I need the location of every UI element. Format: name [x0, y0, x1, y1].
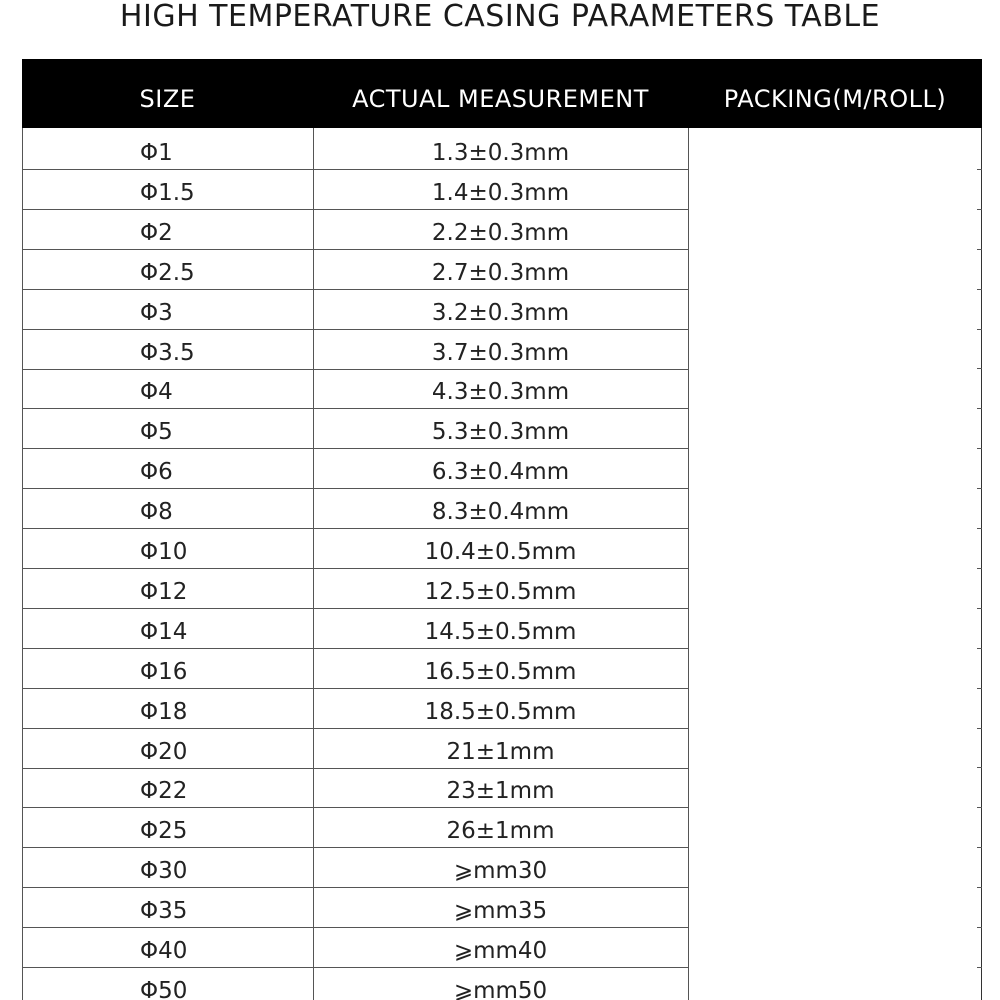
table-header	[22, 59, 982, 128]
size-cell: Φ18	[140, 698, 188, 725]
measurement-cell: ⩾mm35	[453, 898, 548, 925]
table-row	[22, 170, 688, 210]
measurement-cell: 10.4±0.5mm	[424, 539, 577, 565]
size-cell: Φ30	[140, 858, 188, 885]
packing-column-tick	[977, 249, 982, 250]
packing-column-tick	[977, 887, 982, 888]
page-title: HIGH TEMPERATURE CASING PARAMETERS TABLE	[119, 0, 881, 34]
table-row	[22, 369, 688, 409]
measurement-cell: ⩾mm40	[453, 938, 548, 964]
packing-column-tick	[977, 448, 982, 449]
packing-column-tick	[977, 688, 982, 689]
measurement-cell: 14.5±0.5mm	[424, 618, 577, 645]
measurement-cell: 5.3±0.3mm	[431, 419, 570, 446]
size-cell: Φ25	[140, 818, 188, 845]
header-measurement: ACTUAL MEASUREMENT	[352, 85, 649, 113]
packing-column-tick	[977, 807, 982, 808]
packing-column-tick	[977, 289, 982, 290]
packing-column-tick	[977, 408, 982, 409]
size-cell: Φ50	[140, 977, 188, 1000]
header-packing: PACKING(M/ROLL)	[723, 85, 947, 113]
measurement-cell: 26±1mm	[446, 818, 555, 845]
table-row	[22, 888, 688, 928]
packing-column-tick	[977, 967, 982, 968]
packing-column-tick	[977, 927, 982, 928]
table-row	[22, 848, 688, 888]
size-cell: Φ40	[140, 938, 188, 964]
size-cell: Φ1	[140, 140, 173, 166]
table-body	[22, 128, 982, 1000]
table-row	[22, 609, 688, 649]
packing-column-tick	[977, 728, 982, 729]
size-cell: Φ12	[140, 578, 188, 605]
packing-column-tick	[977, 169, 982, 170]
measurement-cell: 3.7±0.3mm	[431, 339, 570, 366]
table-row	[22, 409, 688, 449]
size-cell: Φ14	[140, 618, 188, 645]
measurement-cell: 6.3±0.4mm	[431, 459, 570, 486]
measurement-cell: 2.7±0.3mm	[431, 259, 570, 286]
measurement-cell: 23±1mm	[446, 778, 555, 805]
packing-column-tick	[977, 488, 982, 489]
packing-column-tick	[977, 528, 982, 529]
table-row	[22, 689, 688, 729]
size-cell: Φ2.5	[140, 259, 195, 286]
size-cell: Φ1.5	[140, 179, 195, 206]
table-row	[22, 529, 688, 569]
packing-column-tick	[977, 329, 982, 330]
packing-column-tick	[977, 608, 982, 609]
table-row	[22, 729, 688, 769]
size-cell: Φ22	[140, 778, 188, 805]
size-cell: Φ3.5	[140, 339, 195, 366]
size-cell: Φ2	[140, 219, 173, 246]
table-row	[22, 210, 688, 250]
table-row	[22, 569, 688, 609]
measurement-cell: 21±1mm	[446, 738, 555, 765]
size-cell: Φ8	[140, 499, 173, 526]
measurement-cell: 1.3±0.3mm	[431, 140, 570, 166]
size-cell: Φ20	[140, 738, 188, 765]
table-row	[22, 928, 688, 968]
packing-column-tick	[977, 648, 982, 649]
table-row	[22, 449, 688, 489]
packing-column-tick	[977, 368, 982, 369]
size-cell: Φ35	[140, 898, 188, 925]
table-row	[22, 130, 688, 170]
measurement-cell: ⩾mm50	[453, 977, 548, 1000]
measurement-cell: 2.2±0.3mm	[431, 219, 570, 246]
table-row	[22, 768, 688, 808]
measurement-cell: ⩾mm30	[453, 858, 548, 885]
measurement-cell: 4.3±0.3mm	[431, 379, 570, 406]
table-row	[22, 330, 688, 370]
table-row	[22, 290, 688, 330]
header-size: SIZE	[139, 85, 196, 113]
table-row	[22, 649, 688, 689]
packing-column-tick	[977, 568, 982, 569]
size-cell: Φ6	[140, 459, 173, 486]
table-row	[22, 808, 688, 848]
measurement-cell: 16.5±0.5mm	[424, 658, 577, 685]
packing-column-tick	[977, 847, 982, 848]
packing-column-tick	[977, 767, 982, 768]
size-cell: Φ10	[140, 539, 188, 565]
right-border	[981, 128, 982, 1000]
measurement-cell: 12.5±0.5mm	[424, 578, 577, 605]
measurement-cell: 3.2±0.3mm	[431, 299, 570, 326]
size-cell: Φ5	[140, 419, 173, 446]
measurement-cell: 8.3±0.4mm	[431, 499, 570, 526]
size-cell: Φ4	[140, 379, 173, 406]
measurement-cell: 18.5±0.5mm	[424, 698, 577, 725]
packing-column-tick	[977, 209, 982, 210]
table-row	[22, 968, 688, 1000]
table-row	[22, 250, 688, 290]
size-cell: Φ3	[140, 299, 173, 326]
measurement-cell: 1.4±0.3mm	[431, 179, 570, 206]
table-row	[22, 489, 688, 529]
column-divider-measurement	[688, 128, 689, 1000]
size-cell: Φ16	[140, 658, 188, 685]
